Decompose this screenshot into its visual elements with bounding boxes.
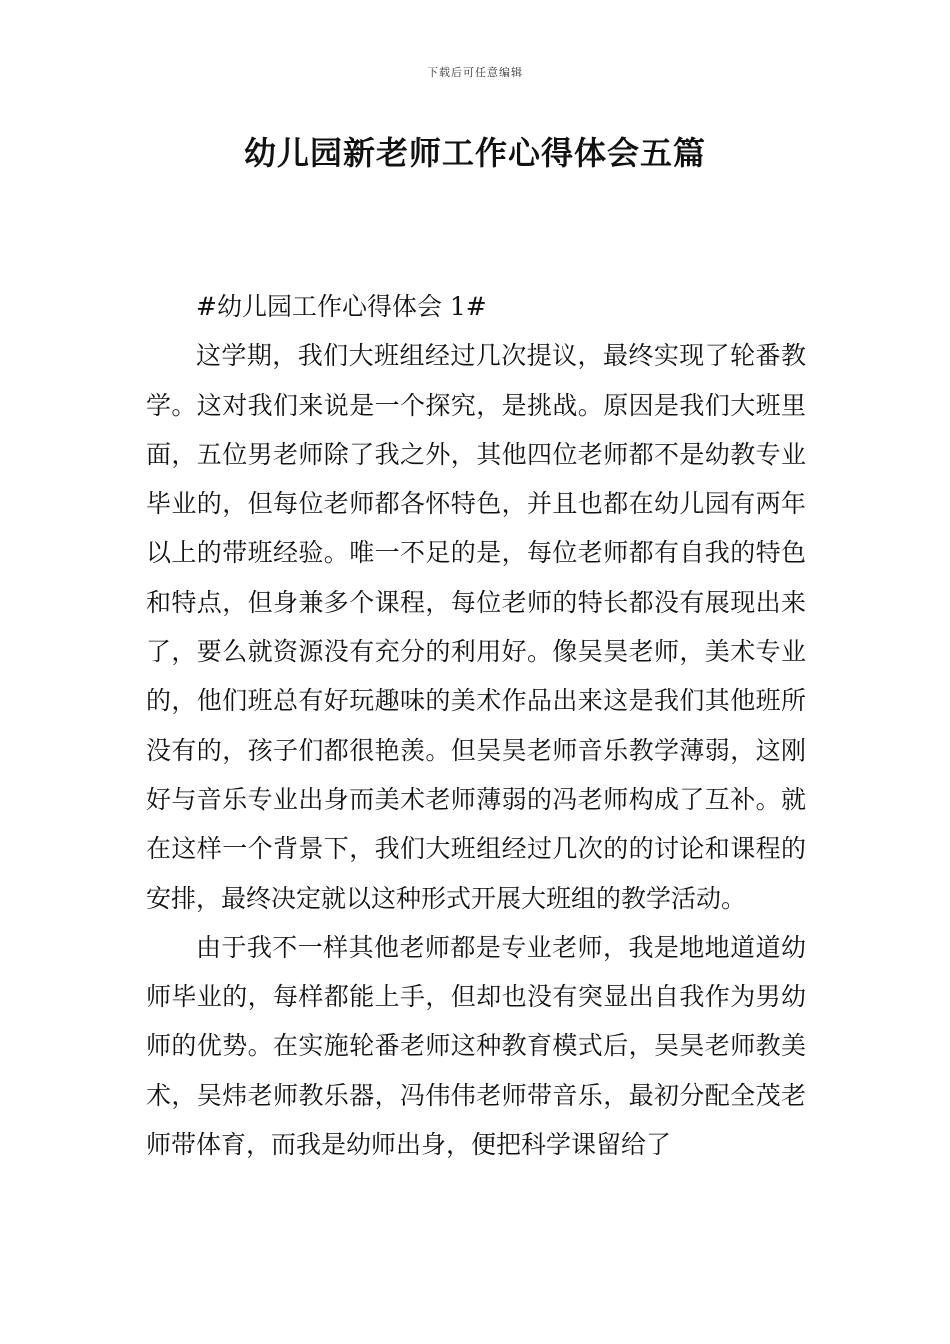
document-body: [146, 282, 806, 1169]
paragraph-1: 这学期，我们大班组经过几次提议，最终实现了轮番教学。这对我们来说是一个探究，是挑战。原因是我们大班里面，五位男老师除了我之外，其他四位老师都不是幼教专业毕业的，但每位老师都各怀特色，并且也都在幼儿园有两年以上的带班经验。唯一不足的是，每位老师都有自我的特色和特点，但身兼多个课程，每位老师的特长都没有展现出来了，要么就资源没有充分的利用好。像吴昊老师，美术专业的，他们班总有好玩趣味的美术作品出来这是我们其他班所没有的，孩子们都很艳羡。但吴昊老师音乐教学薄弱，这刚好与音乐专业出身而美术老师薄弱的冯老师构成了互补。就在这样一个背景下，我们大班组经过几次的的讨论和课程的安排，最终决定就以这种形式开展大班组的教学活动。: [146, 341, 806, 913]
header-note: 下载后可任意编辑: [427, 66, 523, 79]
paragraph-2: 由于我不一样其他老师都是专业老师，我是地地道道幼师毕业的，每样都能上手，但却也没有突显出自我作为男幼师的优势。在实施轮番老师这种教育模式后，吴昊老师教美术，吴炜老师教乐器，冯伟伟老师带音乐，最初分配全茂老师带体育，而我是幼师出身，便把科学课留给了: [146, 932, 806, 1160]
section-heading: #幼儿园工作心得体会 1#: [196, 292, 487, 321]
document-title: 幼儿园新老师工作心得体会五篇: [243, 134, 706, 172]
